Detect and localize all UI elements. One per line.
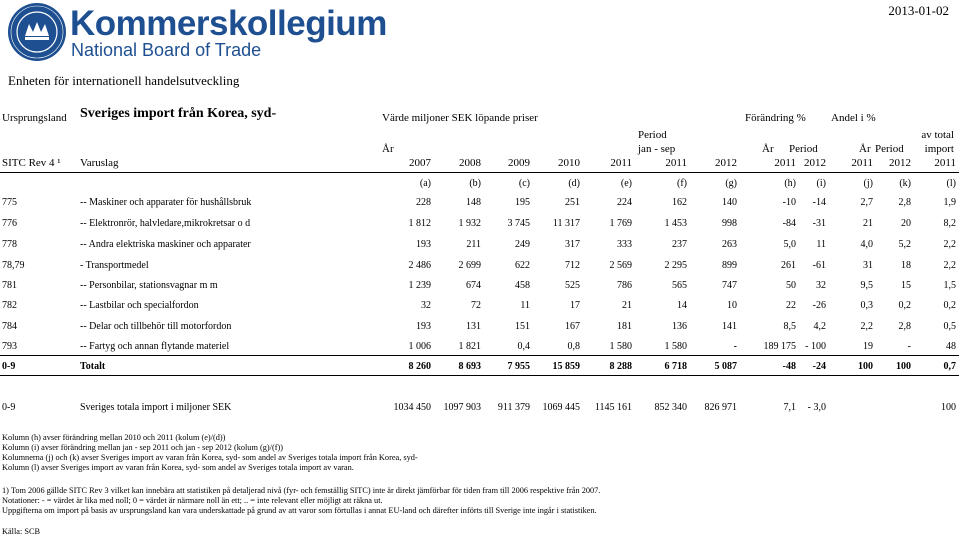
table-cell: 525: [565, 280, 580, 291]
table-cell: 32: [421, 300, 431, 311]
table-cell: 11: [520, 300, 530, 311]
table-cell: 22: [786, 300, 796, 311]
column-letter: (b): [469, 178, 481, 189]
row-name: -- Personbilar, stationsvagnar m m: [80, 280, 218, 291]
table-cell: 3 745: [507, 218, 530, 229]
table-cell: 261: [781, 260, 796, 271]
table-cell: 224: [617, 197, 632, 208]
total-cell: -24: [812, 361, 826, 372]
table-cell: 10: [727, 300, 737, 311]
note: Uppgifterna om import på basis av ursprungsland kan vara underskattade på grund av att varor som förtullas i annat EU-land och därefter införts till Sverige inte ingår i statistiken.: [2, 506, 597, 515]
table-cell: 15: [901, 280, 911, 291]
table-cell: 622: [515, 260, 530, 271]
year-header: 2012: [804, 157, 826, 169]
row-name: -- Elektronrör, halvledare,mikrokretsar o d: [80, 218, 251, 229]
table-cell: 1 580: [609, 341, 632, 352]
table-cell: 9,5: [860, 280, 873, 291]
table-cell: 140: [722, 197, 737, 208]
column-letter: (k): [899, 178, 911, 189]
table-cell: 0,4: [517, 341, 530, 352]
row-name: - Transportmedel: [80, 260, 149, 271]
av-total-label: av total: [921, 129, 954, 141]
value-label: Värde miljoner SEK löpande priser: [382, 112, 538, 124]
column-letter: (g): [725, 178, 737, 189]
sweden-cell: 1069 445: [542, 402, 580, 413]
seal-icon: [7, 2, 67, 62]
table-cell: 712: [565, 260, 580, 271]
row-code: 784: [2, 321, 17, 332]
table-cell: -31: [812, 218, 826, 229]
total-top-line: [0, 355, 959, 356]
column-footnote: Kolumn (h) avser förändring mellan 2010 och 2011 (kolum (e)/(d)): [2, 433, 226, 442]
table-cell: 0,8: [567, 341, 580, 352]
table-cell: 32: [816, 280, 826, 291]
change-label: Förändring %: [745, 112, 806, 124]
table-cell: 2,8: [898, 321, 911, 332]
total-cell: 8 693: [458, 361, 481, 372]
table-cell: -: [733, 341, 737, 352]
table-cell: 998: [722, 218, 737, 229]
table-cell: - 100: [805, 341, 826, 352]
column-letter: (h): [784, 178, 796, 189]
logo-title: Kommerskollegium: [70, 4, 387, 43]
row-code: 782: [2, 300, 17, 311]
total-name: Totalt: [80, 361, 106, 372]
table-cell: 1 239: [408, 280, 431, 291]
column-footnote: Kolumnerna (j) och (k) avser Sveriges import av varan från Korea, syd- som andel av Sveriges totala import från Korea, syd-: [2, 453, 418, 462]
period-label: Period: [638, 129, 667, 141]
table-cell: 2,8: [898, 197, 911, 208]
table-cell: 2 486: [408, 260, 431, 271]
sweden-cell: 852 340: [654, 402, 687, 413]
import-label: import: [924, 143, 954, 155]
origin-country-label: Ursprungsland: [2, 112, 67, 124]
table-cell: 21: [622, 300, 632, 311]
column-footnote: Kolumn (i) avser förändring mellan jan - sep 2011 och jan - sep 2012 (kolum (g)/(f)): [2, 443, 284, 452]
table-cell: 4,2: [813, 321, 826, 332]
table-cell: 5,2: [898, 239, 911, 250]
sweden-cell: 1034 450: [393, 402, 431, 413]
table-cell: 786: [617, 280, 632, 291]
change-year-label: År: [762, 143, 774, 155]
note: Notationer: - = värdet är lika med noll; 0 = värdet är närmare noll än ett; .. = inte relevant eller möjligt att räkna ut.: [2, 496, 383, 505]
total-cell: 100: [858, 361, 873, 372]
row-code: 793: [2, 341, 17, 352]
total-code: 0-9: [2, 361, 16, 372]
total-bottom-line: [0, 375, 959, 376]
table-cell: 2 699: [458, 260, 481, 271]
table-cell: 148: [466, 197, 481, 208]
row-code: 775: [2, 197, 17, 208]
table-cell: 181: [617, 321, 632, 332]
year-header: 2011: [610, 157, 632, 169]
sitc-label: SITC Rev 4 ¹: [2, 157, 61, 169]
table-cell: 211: [466, 239, 481, 250]
table-cell: 72: [471, 300, 481, 311]
note: 1) Tom 2006 gällde SITC Rev 3 vilket kan innebära att statistiken på detaljerad nivå (fyr- och femställig SITC) inte är direkt jämförbar för tiden fram till 2006 respektive från 2007.: [2, 486, 601, 495]
year-header: 2010: [558, 157, 580, 169]
table-cell: 11 317: [552, 218, 580, 229]
column-letter: (i): [816, 178, 826, 189]
table-cell: 131: [466, 321, 481, 332]
department-subtitle: Enheten för internationell handelsutveckling: [8, 73, 240, 88]
table-cell: 189 175: [763, 341, 796, 352]
year-header: 2011: [851, 157, 873, 169]
table-cell: -10: [782, 197, 796, 208]
column-letter: (l): [946, 178, 956, 189]
table-cell: 20: [901, 218, 911, 229]
table-cell: 141: [722, 321, 737, 332]
table-cell: 8,5: [783, 321, 796, 332]
table-cell: 1 769: [609, 218, 632, 229]
table-cell: 18: [901, 260, 911, 271]
table-cell: 11: [816, 239, 826, 250]
table-title: Sveriges import från Korea, syd-: [80, 106, 277, 121]
total-cell: 8 260: [408, 361, 431, 372]
change-period-label: Period: [789, 143, 818, 155]
year-label: År: [382, 143, 394, 155]
table-cell: -84: [782, 218, 796, 229]
table-cell: 458: [515, 280, 530, 291]
total-cell: 15 859: [552, 361, 580, 372]
table-cell: 317: [565, 239, 580, 250]
total-cell: 5 087: [714, 361, 737, 372]
sweden-name: Sveriges totala import i miljoner SEK: [80, 402, 232, 413]
year-header: 2009: [508, 157, 530, 169]
sweden-cell: 826 971: [704, 402, 737, 413]
column-letter: (j): [863, 178, 873, 189]
year-header: 2012: [715, 157, 737, 169]
table-cell: 31: [863, 260, 873, 271]
row-code: 781: [2, 280, 17, 291]
table-cell: 747: [722, 280, 737, 291]
table-cell: 2,2: [860, 321, 873, 332]
column-letter: (e): [620, 178, 632, 189]
total-cell: -48: [782, 361, 796, 372]
column-letter: (c): [518, 178, 530, 189]
row-name: -- Andra elektriska maskiner och apparater: [80, 239, 251, 250]
table-cell: 2,2: [943, 239, 956, 250]
column-footnote: Kolumn (l) avser Sveriges import av varan från Korea, syd- som andel av Sveriges totala import av varan.: [2, 463, 354, 472]
table-cell: 1 812: [408, 218, 431, 229]
year-header: 2008: [459, 157, 481, 169]
row-code: 78,79: [2, 260, 25, 271]
sweden-cell: 911 379: [497, 402, 530, 413]
table-cell: 333: [617, 239, 632, 250]
table-cell: 1 453: [664, 218, 687, 229]
share-year-label: År: [859, 143, 871, 155]
table-cell: 1 821: [458, 341, 481, 352]
total-cell: 6 718: [664, 361, 687, 372]
table-cell: 21: [863, 218, 873, 229]
table-cell: 8,2: [943, 218, 956, 229]
table-cell: 193: [416, 321, 431, 332]
total-cell: 0,7: [943, 361, 956, 372]
table-cell: 151: [515, 321, 530, 332]
row-code: 778: [2, 239, 17, 250]
row-code: 776: [2, 218, 17, 229]
table-cell: 251: [565, 197, 580, 208]
year-header: 2007: [409, 157, 431, 169]
table-cell: 2 569: [609, 260, 632, 271]
table-cell: 2 295: [664, 260, 687, 271]
varuslag-label: Varuslag: [80, 157, 119, 169]
table-cell: -14: [812, 197, 826, 208]
table-cell: 1,9: [943, 197, 956, 208]
year-header: 2012: [889, 157, 911, 169]
table-cell: 674: [466, 280, 481, 291]
table-cell: 565: [672, 280, 687, 291]
table-cell: 136: [672, 321, 687, 332]
table-cell: 4,0: [860, 239, 873, 250]
column-letter: (a): [419, 178, 431, 189]
table-cell: 5,0: [783, 239, 796, 250]
table-cell: 50: [786, 280, 796, 291]
table-cell: 0,2: [898, 300, 911, 311]
logo: [7, 2, 67, 62]
table-cell: 1,5: [943, 280, 956, 291]
sweden-cell: 100: [941, 402, 956, 413]
table-cell: 2,2: [943, 260, 956, 271]
table-cell: 2,7: [860, 197, 873, 208]
table-cell: 899: [722, 260, 737, 271]
sweden-cell: 1097 903: [443, 402, 481, 413]
table-cell: 1 580: [664, 341, 687, 352]
sweden-code: 0-9: [2, 402, 16, 413]
table-cell: 0,3: [860, 300, 873, 311]
total-cell: 100: [896, 361, 911, 372]
table-cell: 228: [416, 197, 431, 208]
row-name: -- Fartyg och annan flytande materiel: [80, 341, 230, 352]
table-cell: 193: [416, 239, 431, 250]
table-cell: 162: [672, 197, 687, 208]
table-cell: 1 932: [458, 218, 481, 229]
sweden-cell: 1145 161: [594, 402, 632, 413]
table-cell: 249: [515, 239, 530, 250]
share-label: Andel i %: [831, 112, 876, 124]
total-cell: 8 288: [609, 361, 632, 372]
year-header: 2011: [934, 157, 956, 169]
column-letter: (d): [568, 178, 580, 189]
table-cell: 263: [722, 239, 737, 250]
table-cell: 237: [672, 239, 687, 250]
share-period-label: Period: [875, 143, 904, 155]
table-cell: 0,5: [943, 321, 956, 332]
report-date: 2013-01-02: [888, 3, 949, 18]
table-cell: -26: [812, 300, 826, 311]
column-letter: (f): [677, 178, 687, 189]
sweden-cell: - 3,0: [807, 402, 826, 413]
row-name: -- Maskiner och apparater för hushållsbruk: [80, 197, 252, 208]
table-cell: 17: [570, 300, 580, 311]
table-cell: 195: [515, 197, 530, 208]
year-header: 2011: [665, 157, 687, 169]
table-cell: -: [907, 341, 911, 352]
row-name: -- Lastbilar och specialfordon: [80, 300, 199, 311]
table-cell: 14: [677, 300, 687, 311]
table-cell: 167: [565, 321, 580, 332]
table-cell: -61: [812, 260, 826, 271]
sweden-cell: 7,1: [783, 402, 796, 413]
header-divider: [0, 172, 959, 173]
table-cell: 19: [863, 341, 873, 352]
table-cell: 48: [946, 341, 956, 352]
source-note: Källa: SCB: [2, 527, 41, 536]
year-header: 2011: [774, 157, 796, 169]
total-cell: 7 955: [507, 361, 530, 372]
table-cell: 0,2: [943, 300, 956, 311]
logo-subtitle: National Board of Trade: [71, 40, 262, 60]
table-cell: 1 006: [408, 341, 431, 352]
row-name: -- Delar och tillbehör till motorfordon: [80, 321, 232, 332]
period-range: jan - sep: [638, 143, 676, 155]
